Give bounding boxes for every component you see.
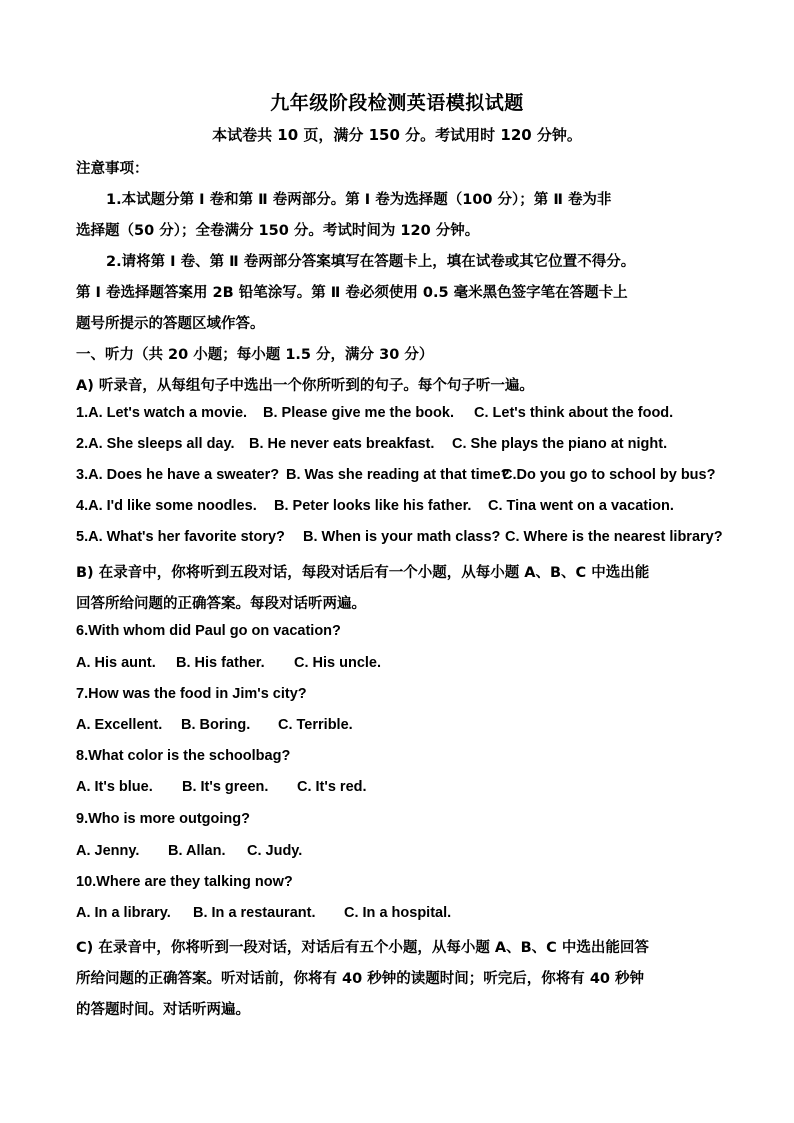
option-text: B. Boring. <box>181 717 251 733</box>
option-text: B. Was she reading at that time? <box>286 467 510 483</box>
question-row <box>76 467 715 483</box>
options-row <box>76 717 353 733</box>
notice-text: 第 Ⅰ 卷选择题答案用 2B 铅笔涂写。第 Ⅱ 卷必须使用 0.5 毫米黑色签字笔在答题卡上 <box>76 285 628 301</box>
part-instruction: C) 在录音中，你将听到一段对话，对话后有五个小题，从每小题 A、B、C 中选出能回答 <box>76 940 649 956</box>
notice-text: 2.请将第 Ⅰ 卷、第 Ⅱ 卷两部分答案填写在答题卡上，填在试卷或其它位置不得分。 <box>106 254 636 270</box>
part-instruction: 所给问题的正确答案。听对话前，你将有 40 秒钟的读题时间；听完后，你将有 40 秒钟 <box>76 971 645 987</box>
option-text: B. His father. <box>176 655 265 671</box>
option-text: C.Do you go to school by bus? <box>502 467 716 483</box>
option-text: A. Excellent. <box>76 717 163 733</box>
option-text: C. She plays the piano at night. <box>452 436 668 452</box>
page-title: 九年级阶段检测英语模拟试题 <box>270 92 524 114</box>
options-row <box>76 843 302 859</box>
part-instruction: 的答题时间。对话听两遍。 <box>76 1002 250 1018</box>
option-text: B. Peter looks like his father. <box>274 498 472 514</box>
options-row <box>76 905 451 921</box>
option-text: B. It's green. <box>182 779 269 795</box>
option-text: B. He never eats breakfast. <box>249 436 435 452</box>
option-text: 1.A. Let's watch a movie. <box>76 405 248 421</box>
option-text: B. Allan. <box>168 843 226 859</box>
question-text: 10.Where are they talking now? <box>76 874 293 890</box>
options-row <box>76 779 367 795</box>
option-text: C. It's red. <box>297 779 367 795</box>
option-text: C. Where is the nearest library? <box>505 529 723 545</box>
option-text: 4.A. I'd like some noodles. <box>76 498 257 514</box>
option-text: C. Let's think about the food. <box>474 405 674 421</box>
question-row <box>76 529 723 545</box>
question-text: 7.How was the food in Jim's city? <box>76 686 307 702</box>
question-row <box>76 498 674 514</box>
option-text: A. Jenny. <box>76 843 140 859</box>
section-heading: 一、听力（共 20 小题；每小题 1.5 分，满分 30 分） <box>76 347 434 363</box>
option-text: 5.A. What's her favorite story? <box>76 529 285 545</box>
options-row <box>76 655 381 671</box>
option-text: B. Please give me the book. <box>263 405 454 421</box>
question-row <box>76 405 673 421</box>
page-subtitle: 本试卷共 10 页，满分 150 分。考试用时 120 分钟。 <box>212 126 582 144</box>
option-text: C. Tina went on a vacation. <box>488 498 674 514</box>
question-text: 6.With whom did Paul go on vacation? <box>76 623 341 639</box>
notice-text: 选择题（50 分）；全卷满分 150 分。考试时间为 120 分钟。 <box>76 223 480 239</box>
notice-text: 1.本试题分第 Ⅰ 卷和第 Ⅱ 卷两部分。第 Ⅰ 卷为选择题（100 分）；第 Ⅱ 卷为非 <box>106 192 612 208</box>
option-text: 3.A. Does he have a sweater? <box>76 467 280 483</box>
question-text: 8.What color is the schoolbag? <box>76 748 291 764</box>
question-text: 9.Who is more outgoing? <box>76 811 250 827</box>
part-instruction: A) 听录音，从每组句子中选出一个你所听到的句子。每个句子听一遍。 <box>76 378 534 394</box>
option-text: C. Judy. <box>247 843 303 859</box>
option-text: C. In a hospital. <box>344 905 452 921</box>
notice-heading: 注意事项： <box>76 161 149 177</box>
option-text: A. In a library. <box>76 905 171 921</box>
option-text: A. It's blue. <box>76 779 153 795</box>
question-row <box>76 436 667 452</box>
option-text: A. His aunt. <box>76 655 156 671</box>
option-text: C. His uncle. <box>294 655 382 671</box>
option-text: C. Terrible. <box>278 717 353 733</box>
part-instruction: B) 在录音中，你将听到五段对话，每段对话后有一个小题，从每小题 A、B、C 中选出能 <box>76 565 650 581</box>
notice-text: 题号所提示的答题区域作答。 <box>76 316 265 332</box>
option-text: B. In a restaurant. <box>193 905 316 921</box>
option-text: 2.A. She sleeps all day. <box>76 436 235 452</box>
part-instruction: 回答所给问题的正确答案。每段对话听两遍。 <box>76 596 366 612</box>
option-text: B. When is your math class? <box>303 529 501 545</box>
